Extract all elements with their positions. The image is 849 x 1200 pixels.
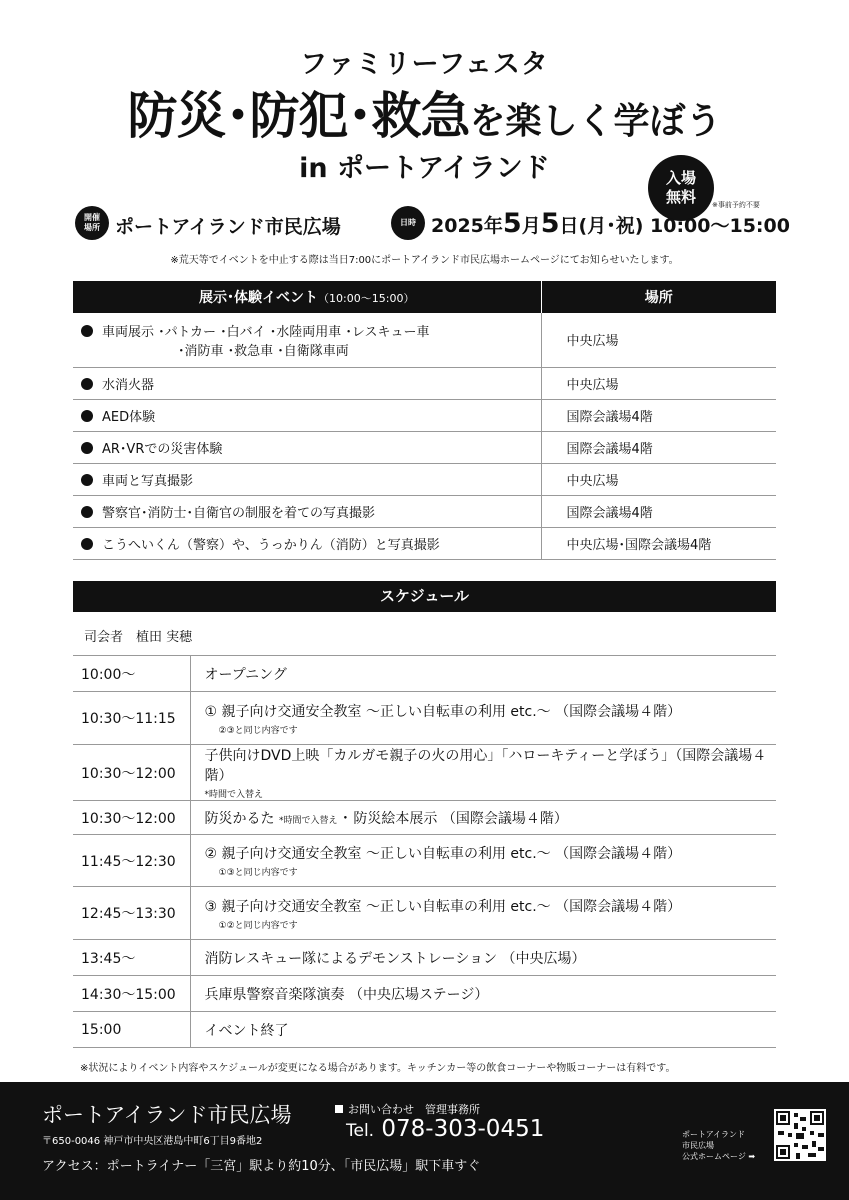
schedule-row: 14:30〜15:00 兵庫県警察音楽隊演奏 （中央広場ステージ） xyxy=(73,976,776,1012)
footer-address: 〒650-0046 神戸市中央区港島中町6丁目9番地2 xyxy=(42,1136,263,1147)
event-location-line: in ポートアイランド xyxy=(299,153,550,184)
bullet-icon xyxy=(81,474,93,486)
weather-note: ※荒天等でイベントを中止する際は当日7:00にポートアイランド市民広場ホームページにてお知らせいたします。 xyxy=(170,255,679,266)
event-row: 車両と写真撮影 中央広場 xyxy=(73,463,776,495)
phone-number[interactable]: Tel. 078-303-0451 xyxy=(346,1116,545,1142)
event-row: こうへいくん（警察）や、うっかりん（消防）と写真撮影 中央広場･国際会議場4階 xyxy=(73,527,776,559)
event-date: 2025年5月5日(月･祝) 10:00〜15:00 xyxy=(431,208,790,239)
schedule-table xyxy=(73,655,776,1048)
footer-note: ※状況によりイベント内容やスケジュールが変更になる場合があります。キッチンカー等の飲食コーナーや物販コーナーは有料です。 xyxy=(80,1063,676,1074)
footer xyxy=(0,1082,849,1200)
schedule-row: 10:00〜 オープニング xyxy=(73,656,776,692)
event-row: AED体験 国際会議場4階 xyxy=(73,399,776,431)
qr-code-icon[interactable] xyxy=(774,1109,826,1161)
event-row: 警察官･消防士･自衛官の制服を着ての写真撮影 国際会議場4階 xyxy=(73,495,776,527)
homepage-label: ポートアイランド 市民広場 公式ホームページ ➡ xyxy=(682,1130,756,1161)
schedule-row: 10:30〜12:00 防災かるた *時間で入替え ･ 防災絵本展示 （国際会議場４階） xyxy=(73,801,776,835)
square-icon xyxy=(335,1105,343,1113)
footer-access: アクセス：ポートライナー「三宮」駅より約10分、「市民広場」駅下車すぐ xyxy=(42,1159,481,1174)
schedule-row: 13:45〜 消防レスキュー隊によるデモンストレーション （中央広場） xyxy=(73,940,776,976)
event-title xyxy=(0,76,849,148)
mc-name: 司会者 植田 実穂 xyxy=(84,630,193,645)
bullet-icon xyxy=(81,506,93,518)
events-header-row xyxy=(73,281,776,313)
event-row: 水消火器 中央広場 xyxy=(73,367,776,399)
bullet-icon xyxy=(81,378,93,390)
schedule-row: 10:30〜12:00 子供向けDVD上映「カルガモ親子の火の用心」「ハローキティーと学ぼう」（国際会議場４階） *時間で入替え xyxy=(73,745,776,801)
title-part1: 防災･防犯･救急 xyxy=(127,87,470,145)
events-header-event: 展示･体験イベント（10:00〜15:00） xyxy=(73,281,541,313)
title-part2: を楽しく学ぼう xyxy=(469,101,722,142)
event-row: AR･VRでの災害体験 国際会議場4階 xyxy=(73,431,776,463)
bullet-icon xyxy=(81,410,93,422)
schedule-row: 10:30〜11:15 ① 親子向け交通安全教室 〜正しい自転車の利用 etc.〜 （国際会議場４階） ②③と同じ内容です xyxy=(73,692,776,745)
schedule-row: 11:45〜12:30 ② 親子向け交通安全教室 〜正しい自転車の利用 etc.〜 （国際会議場４階） ①③と同じ内容です xyxy=(73,835,776,887)
venue-name: ポートアイランド市民広場 xyxy=(115,216,341,238)
bullet-icon xyxy=(81,442,93,454)
inquiry-label: お問い合わせ 管理事務所 xyxy=(335,1101,480,1117)
venue-date-row xyxy=(75,204,790,244)
date-tag: 日時 xyxy=(391,206,425,240)
free-entry-badge: 入場 無料 xyxy=(648,155,714,221)
events-header-place: 場所 xyxy=(541,281,776,313)
schedule-row: 12:45〜13:30 ③ 親子向け交通安全教室 〜正しい自転車の利用 etc.〜 （国際会議場４階） ①②と同じ内容です xyxy=(73,887,776,940)
schedule-title: スケジュール xyxy=(73,581,776,612)
venue-tag: 開催 場所 xyxy=(75,206,109,240)
event-subtitle: ファミリーフェスタ xyxy=(300,49,549,80)
bullet-icon xyxy=(81,538,93,550)
schedule-row: 15:00 イベント終了 xyxy=(73,1012,776,1048)
bullet-icon xyxy=(81,325,93,337)
events-table xyxy=(73,281,776,560)
event-row: 車両展示 ･パトカー ･白バイ ･水陸両用車 ･レスキュー車 ･消防車 ･救急車 ･自衛隊車両 中央広場 xyxy=(73,313,776,367)
no-reservation-note: ※事前予約不要 xyxy=(712,201,760,209)
footer-venue-name: ポートアイランド市民広場 xyxy=(42,1103,292,1127)
